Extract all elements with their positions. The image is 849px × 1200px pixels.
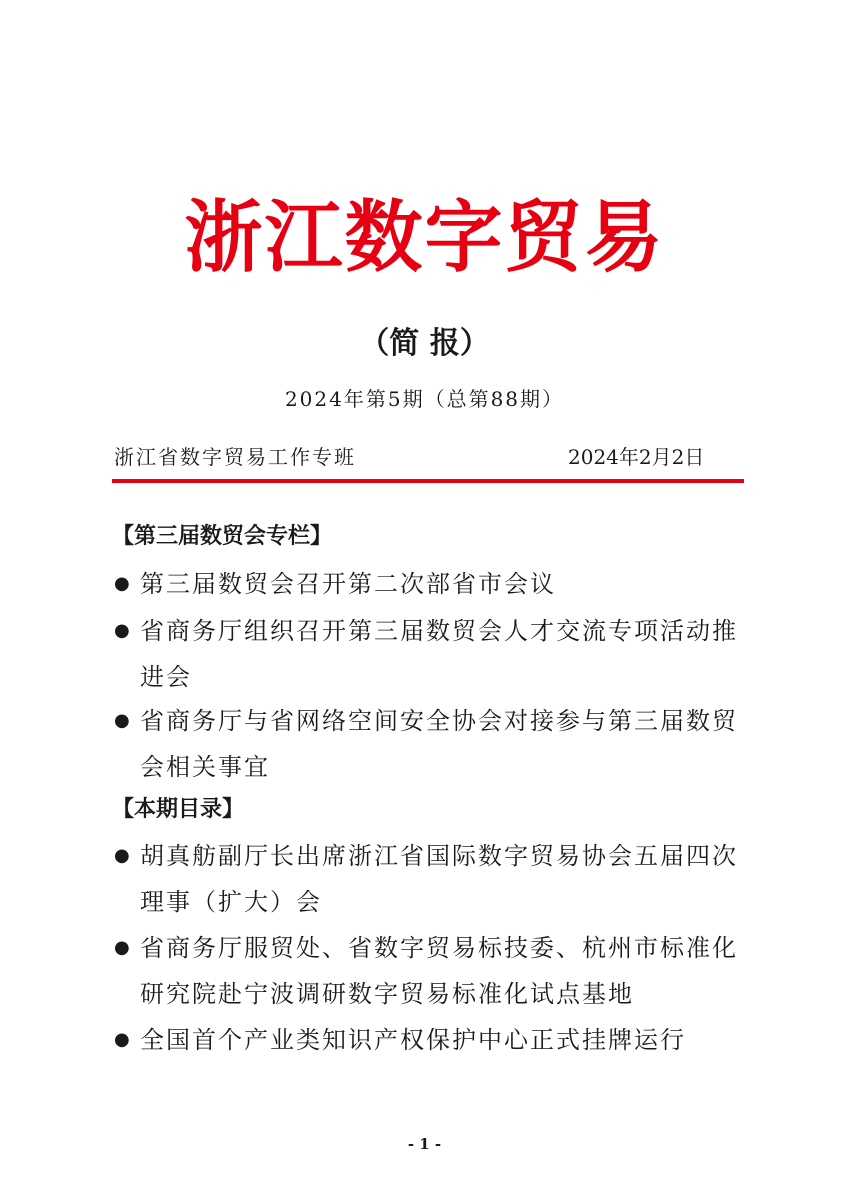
- red-divider-rule: [112, 479, 744, 483]
- list-item-text: 第三届数贸会召开第二次部省市会议: [140, 570, 556, 598]
- subtitle: （简 报）: [359, 326, 490, 361]
- bullet-icon: ●: [114, 710, 130, 731]
- list-item: [112, 1017, 752, 1063]
- list-item: [112, 561, 752, 607]
- issuing-org: 浙江省数字贸易工作专班: [114, 445, 356, 469]
- list-item-text: 胡真舫副厅长出席浙江省国际数字贸易协会五届四次理事（扩大）会: [140, 842, 738, 916]
- page-number: - 1 -: [407, 1135, 442, 1153]
- list-item: [112, 925, 752, 1017]
- bullet-icon: ●: [114, 937, 130, 958]
- section-heading-contents: 【本期目录】: [112, 797, 245, 822]
- list-item: [112, 608, 752, 700]
- list-item-text: 省商务厅与省网络空间安全协会对接参与第三届数贸会相关事宜: [140, 707, 738, 781]
- bullet-icon: ●: [114, 620, 130, 641]
- issue-date: 2024年2月2日: [568, 445, 705, 469]
- masthead-title: 浙江数字贸易: [184, 193, 665, 283]
- list-item-text: 全国首个产业类知识产权保护中心正式挂牌运行: [140, 1026, 686, 1054]
- section-heading-special-column: 【第三届数贸会专栏】: [112, 524, 333, 549]
- list-item-text: 省商务厅组织召开第三届数贸会人才交流专项活动推进会: [140, 617, 738, 691]
- bullet-icon: ●: [114, 845, 130, 866]
- bullet-icon: ●: [114, 573, 130, 594]
- list-item: [112, 833, 752, 925]
- list-item: [112, 698, 752, 790]
- bullet-icon: ●: [114, 1029, 130, 1050]
- issue-number: 2024年第5期（总第88期）: [284, 387, 565, 411]
- list-item-text: 省商务厅服贸处、省数字贸易标技委、杭州市标准化研究院赴宁波调研数字贸易标准化试点基地: [140, 934, 738, 1008]
